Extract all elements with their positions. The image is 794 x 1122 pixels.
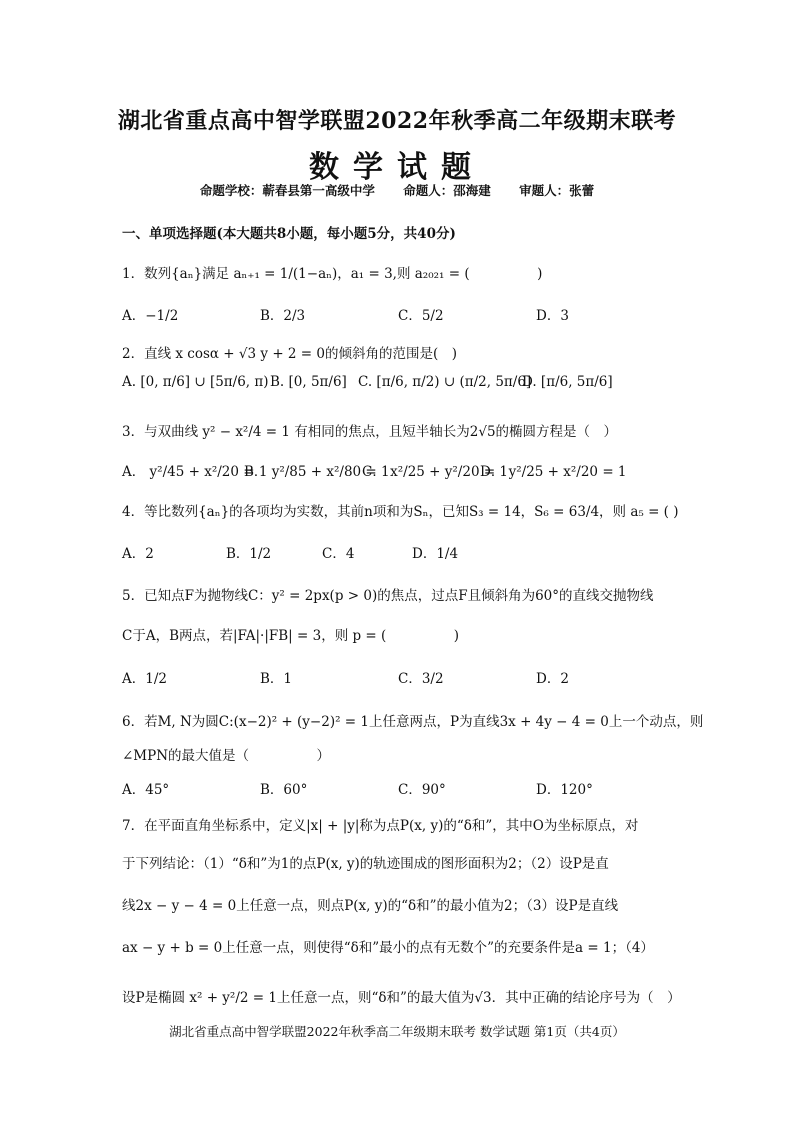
q1-option-a[interactable]: A．−1/2 <box>122 308 179 324</box>
question-5-stem-2: C于A，B两点，若|FA|·|FB| = 3，则 p = ( ) <box>122 628 460 644</box>
q2-option-c[interactable]: C. [π/6, π/2) ∪ (π/2, 5π/6] <box>358 374 532 390</box>
q4-option-c[interactable]: C．4 <box>322 546 355 562</box>
question-2-stem: 2．直线 x cosα + √3 y + 2 = 0的倾斜角的范围是( ) <box>122 346 458 362</box>
q2-option-b[interactable]: B. [0, 5π/6] <box>270 374 347 390</box>
question-4-stem: 4．等比数列{aₙ}的各项均为实数，其前n项和为Sₙ，已知S₃ = 14，S₆ = 63/4，则 a₅ = ( ) <box>122 504 679 520</box>
q3-option-c[interactable]: C． x²/25 + y²/20 = 1 <box>362 464 509 480</box>
q3-option-d[interactable]: D． y²/25 + x²/20 = 1 <box>480 464 627 480</box>
q1-option-c[interactable]: C．5/2 <box>398 308 444 324</box>
q6-option-d[interactable]: D．120° <box>536 782 593 798</box>
author-credit: 命题人：邵海建 <box>403 183 491 198</box>
q4-option-a[interactable]: A．2 <box>122 546 154 562</box>
question-7-stem-2: 于下列结论：（1）“δ和”为1的点P(x, y)的轨迹围成的图形面积为2；（2）设P是直 <box>122 856 609 872</box>
q6-option-a[interactable]: A．45° <box>122 782 170 798</box>
question-6-stem: 6．若M, N为圆C:(x−2)² + (y−2)² = 1上任意两点，P为直线3x + 4y − 4 = 0上一个动点，则 <box>122 714 704 730</box>
question-1-stem: 1．数列{aₙ}满足 aₙ₊₁ = 1/(1−aₙ)，a₁ = 3,则 a₂₀₂₁ = ( ) <box>122 266 543 282</box>
q3-option-b[interactable]: B． y²/85 + x²/80 = 1 <box>244 464 390 480</box>
question-5-stem: 5．已知点F为抛物线C：y² = 2px(p > 0)的焦点，过点F且倾斜角为60°的直线交抛物线 <box>122 588 654 604</box>
question-3-stem: 3．与双曲线 y² − x²/4 = 1 有相同的焦点，且短半轴长为2√5的椭圆方程是（ ） <box>122 424 618 440</box>
q3-option-a[interactable]: A． y²/45 + x²/20 = 1 <box>122 464 268 480</box>
q5-option-a[interactable]: A．1/2 <box>122 671 167 687</box>
q1-option-b[interactable]: B．2/3 <box>260 308 306 324</box>
question-7-stem-3: 线2x − y − 4 = 0上任意一点，则点P(x, y)的“δ和”的最小值为2；（3）设P是直线 <box>122 898 619 914</box>
school-credit: 命题学校：蕲春县第一高级中学 <box>199 183 375 198</box>
question-6-stem-2: ∠MPN的最大值是（ ） <box>122 748 331 764</box>
q2-option-a[interactable]: A. [0, π/6] ∪ [5π/6, π) <box>122 374 269 390</box>
q2-option-d[interactable]: D. [π/6, 5π/6] <box>522 374 613 390</box>
exam-title: 湖北省重点高中智学联盟2022年秋季高二年级期末联考 <box>117 108 677 134</box>
q5-option-b[interactable]: B．1 <box>260 671 293 687</box>
question-7-stem-5: 设P是椭圆 x² + y²/2 = 1上任意一点，则“δ和”的最大值为√3．其中正确的结论序号为（ ） <box>122 990 681 1006</box>
q4-option-b[interactable]: B．1/2 <box>226 546 272 562</box>
page-footer: 湖北省重点高中智学联盟2022年秋季高二年级期末联考 数学试题 第1页（共4页） <box>169 1024 625 1039</box>
q6-option-c[interactable]: C．90° <box>398 782 446 798</box>
q5-option-c[interactable]: C．3/2 <box>398 671 444 687</box>
question-7-stem: 7．在平面直角坐标系中，定义|x| + |y|称为点P(x, y)的“δ和”，其中O为坐标原点，对 <box>122 818 639 834</box>
question-7-stem-4: ax − y + b = 0上任意一点，则使得“δ和”最小的点有无数个”的充要条件是a = 1；（4） <box>122 940 654 956</box>
q6-option-b[interactable]: B．60° <box>260 782 308 798</box>
credits-line <box>0 181 794 199</box>
subject-title: 数学试题 <box>309 150 485 185</box>
q1-option-d[interactable]: D．3 <box>536 308 569 324</box>
section-heading: 一、单项选择题(本大题共8小题，每小题5分，共40分) <box>122 226 456 242</box>
q4-option-d[interactable]: D．1/4 <box>412 546 459 562</box>
q5-option-d[interactable]: D．2 <box>536 671 569 687</box>
reviewer-credit: 审题人：张蕾 <box>519 183 595 198</box>
